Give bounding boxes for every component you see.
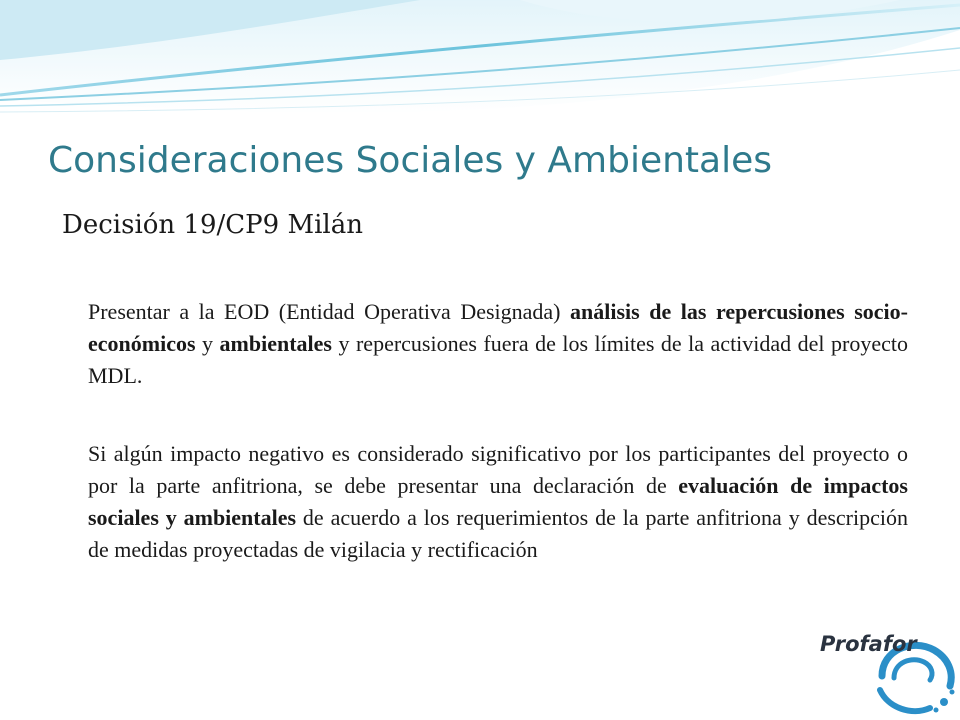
paragraph-1-bold-2: ambientales bbox=[219, 331, 332, 356]
paragraph-1-text-3: y repercusiones fuera de los límites de la actividad del proyecto MDL. bbox=[88, 331, 909, 388]
paragraph-1-text-1: Presentar a la EOD (Entidad Operativa Designada) bbox=[88, 299, 571, 324]
paragraph-impacto-negativo bbox=[88, 438, 908, 566]
slide-subtitle: Decisión 19/CP9 Milán bbox=[62, 210, 363, 240]
profafor-logo bbox=[816, 618, 960, 720]
wave-header-decoration bbox=[0, 0, 960, 130]
paragraph-2-text-2: de acuerdo a los requerimientos de la parte anfitriona y descripción de medidas proyectadas de vigilacia y rectificación bbox=[88, 505, 908, 562]
paragraph-2-text-1: Si algún impacto negativo es considerado significativo por los participantes del proyecto o por la parte anfitriona, se debe presentar una declaración de bbox=[88, 441, 908, 498]
paragraph-1-bold-1: análisis de las repercusiones socio-económicos bbox=[88, 299, 908, 356]
paragraph-repercusiones bbox=[88, 296, 908, 392]
slide-title: Consideraciones Sociales y Ambientales bbox=[48, 140, 773, 181]
logo-text: Profafor bbox=[820, 632, 917, 656]
paragraph-1-text-2: y bbox=[202, 331, 220, 356]
paragraph-2-bold-1: evaluación de impactos sociales y ambientales bbox=[88, 473, 908, 530]
